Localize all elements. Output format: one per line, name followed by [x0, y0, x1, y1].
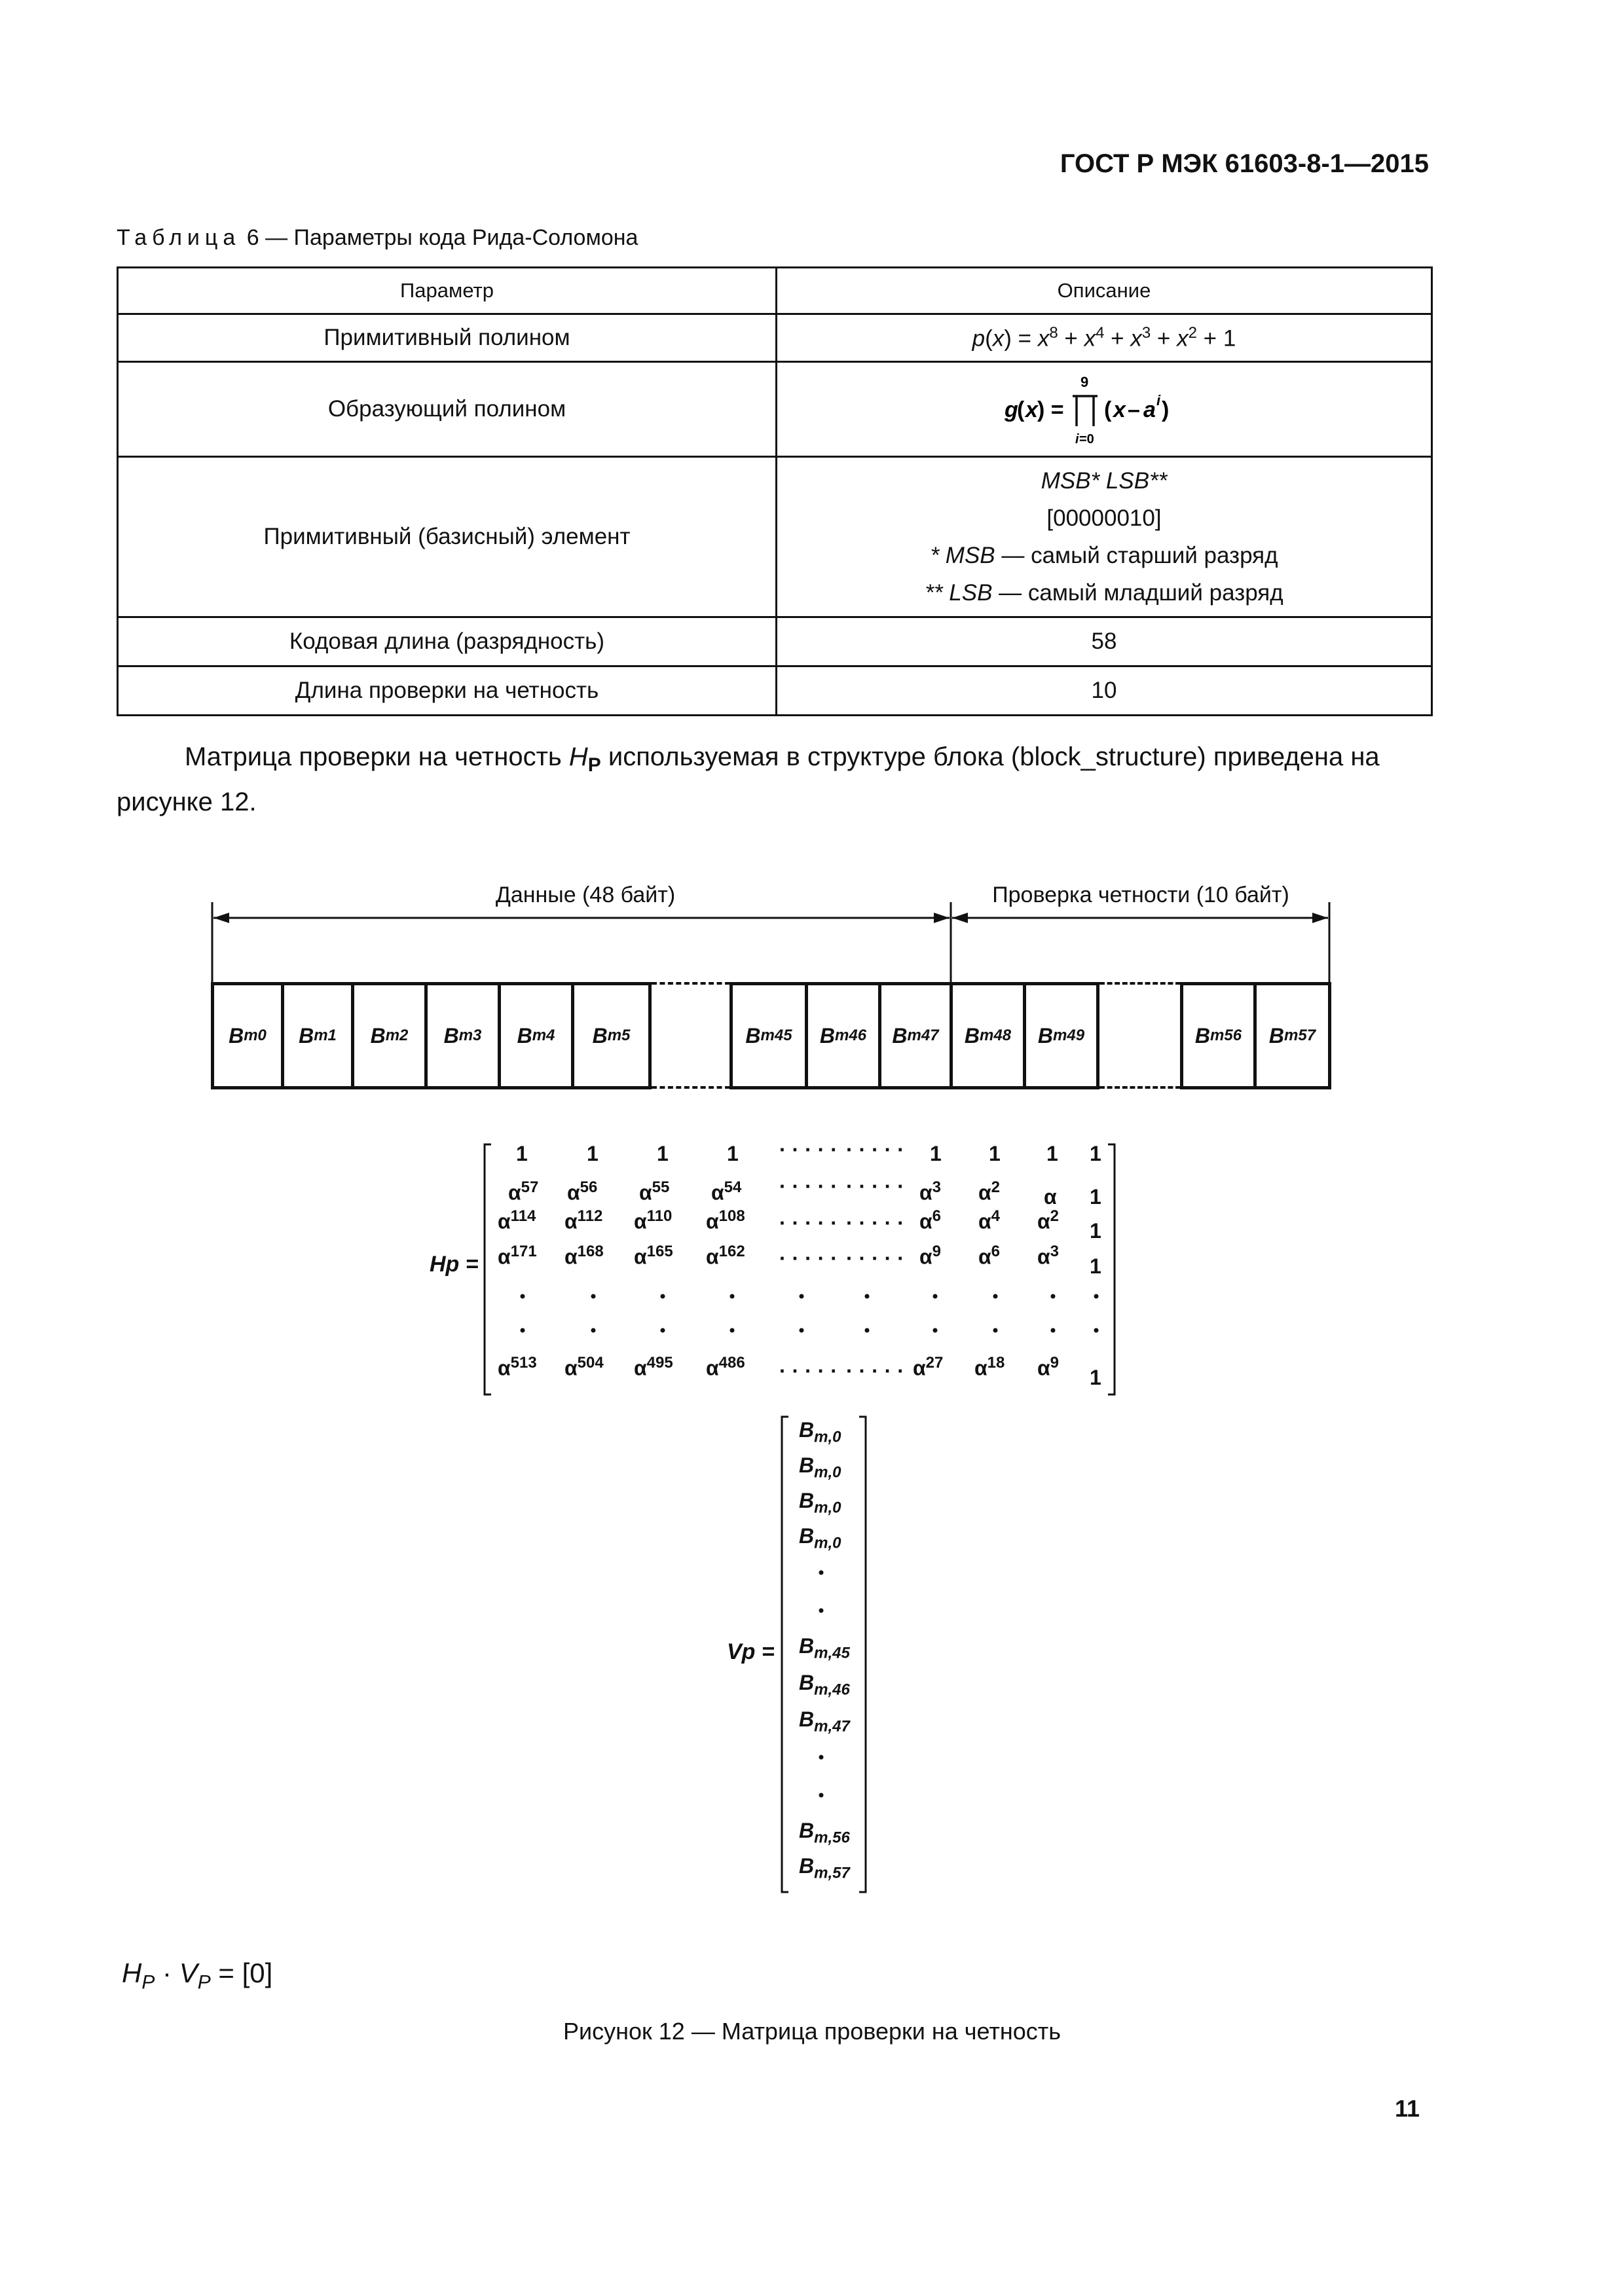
block-cell: B m1 — [281, 982, 354, 1089]
table-caption-label: Таблица — [117, 225, 241, 250]
vector-dots — [815, 1565, 828, 1624]
matrix-entry: $\alpha^{54}$ — [711, 1178, 742, 1205]
param-cell: Примитивный (базисный) элемент — [118, 457, 777, 617]
vector-entry: $B_{m,46}$ — [799, 1671, 850, 1699]
msb-lsb-line: MSB* LSB** — [1041, 468, 1168, 494]
param-cell: Примитивный полином — [118, 314, 777, 362]
matrix-ellipsis: · · · · · — [779, 1247, 838, 1270]
msb-note-key: * MSB — [930, 543, 995, 568]
block-cell: B m48 — [950, 982, 1026, 1089]
lsb-note: — самый младший разряд — [992, 580, 1283, 606]
matrix-entry: $\alpha^{171}$ — [498, 1243, 537, 1269]
vector-entry: $B_{m,56}$ — [799, 1819, 850, 1847]
basis-value: [00000010] — [1046, 505, 1162, 531]
matrix-entry: $\alpha^{168}$ — [564, 1243, 604, 1269]
lsb-note-key: ** LSB — [925, 580, 993, 606]
vector-entry: $B_{m,0}$ — [799, 1453, 841, 1482]
matrix-entry: $\alpha^9$ — [1037, 1354, 1060, 1380]
matrix-entry: $\alpha^2$ — [1037, 1207, 1060, 1233]
svg-text:=0: =0 — [1079, 432, 1094, 446]
matrix-entry: $\alpha^{513}$ — [498, 1354, 537, 1380]
vector-entry: $B_{m,0}$ — [799, 1524, 841, 1552]
vector-entry: $B_{m,0}$ — [799, 1489, 841, 1517]
matrix-entry: 1 — [989, 1142, 1001, 1165]
svg-text:–: – — [1128, 397, 1140, 422]
block-cell: B m0 — [211, 982, 284, 1089]
matrix-entry: $\alpha^6$ — [978, 1243, 1001, 1269]
matrix-entry: 1 — [1090, 1366, 1101, 1389]
para-text-after: используемая в структуре блока (block_structure) приведена на рисунке 12. — [117, 742, 1380, 816]
matrix-entry: $\alpha^{504}$ — [564, 1354, 604, 1380]
matrix-entry: $\alpha^{18}$ — [974, 1354, 1005, 1380]
matrix-entry: $\alpha^{112}$ — [564, 1207, 603, 1233]
svg-text:x: x — [1113, 397, 1126, 422]
matrix-entry: $\alpha^{110}$ — [634, 1207, 673, 1233]
block-cell: B m49 — [1023, 982, 1099, 1089]
block-cell: B m45 — [729, 982, 808, 1089]
block-cell: B m57 — [1253, 982, 1331, 1089]
primitive-polynomial-formula: $p(x) = x^8 + x^4 + x^3 + x^2 + 1$ — [777, 314, 1432, 362]
parity-bytes-label: Проверка четности (10 байт) — [992, 883, 1289, 907]
svg-text:9: 9 — [1080, 374, 1089, 390]
matrix-entry: $\alpha^{486}$ — [706, 1354, 745, 1380]
gap-dash-bottom — [1099, 1086, 1181, 1089]
matrix-ellipsis: · · · · · — [779, 1359, 838, 1383]
svg-text:(: ( — [1104, 397, 1112, 422]
page-number: 11 — [1395, 2095, 1420, 2122]
matrix-entry: 1 — [1046, 1142, 1058, 1165]
matrix-entry: $\alpha^2$ — [978, 1178, 1001, 1205]
param-cell: Образующий полином — [118, 362, 777, 457]
matrix-ellipsis: · · · · · — [779, 1175, 838, 1198]
block-cell: B m2 — [351, 982, 428, 1089]
dimension-lines — [0, 0, 1624, 1113]
table-caption-text: 6 — Параметры кода Рида-Соломона — [240, 225, 638, 250]
block-cell: B m47 — [878, 982, 953, 1089]
svg-text:x: x — [1025, 397, 1038, 422]
svg-text:g: g — [1005, 397, 1018, 422]
matrix-ellipsis: · · · · · — [779, 1138, 838, 1161]
vector-entry: $B_{m,57}$ — [799, 1854, 850, 1882]
matrix-dots — [485, 1283, 1113, 1342]
matrix-ellipsis: · · · · · — [846, 1138, 904, 1161]
matrix-entry: α — [1044, 1185, 1057, 1209]
matrix-ellipsis: · · · · · — [846, 1359, 904, 1383]
matrix-entry: $\alpha^9$ — [919, 1243, 942, 1269]
svg-text:(: ( — [1017, 397, 1025, 422]
matrix-entry: 1 — [1090, 1185, 1101, 1209]
matrix-entry: $\alpha^{162}$ — [706, 1243, 745, 1269]
matrix-entry: $\alpha^3$ — [1037, 1243, 1060, 1269]
matrix-entry: 1 — [1090, 1219, 1101, 1243]
matrix-entry: 1 — [1090, 1142, 1101, 1165]
value-cell: 58 — [777, 617, 1432, 666]
matrix-entry: $\alpha^{165}$ — [634, 1243, 673, 1269]
vector-entry: $B_{m,0}$ — [799, 1418, 841, 1446]
matrix-entry: $\alpha^3$ — [919, 1178, 942, 1205]
hp-var: H — [568, 742, 588, 771]
msb-note: — самый старший разряд — [995, 543, 1278, 568]
matrix-entry: $\alpha^4$ — [978, 1207, 1001, 1233]
block-cell: B m4 — [498, 982, 574, 1089]
matrix-entry: 1 — [727, 1142, 739, 1165]
para-text-before: Матрица проверки на четность — [185, 742, 569, 771]
matrix-entry: $\alpha^{55}$ — [639, 1178, 670, 1205]
header-desc: Описание — [777, 268, 1432, 314]
figure-caption: Рисунок 12 — Матрица проверки на четность — [563, 2018, 1061, 2045]
matrix-entry: $\alpha^{108}$ — [706, 1207, 745, 1233]
gap-dash-top — [1099, 982, 1181, 985]
hp-var-sub: P — [587, 754, 601, 776]
matrix-ellipsis: · · · · · — [779, 1211, 838, 1235]
vector-entry: $B_{m,47}$ — [799, 1707, 850, 1736]
gap-dash-top — [652, 982, 730, 985]
svg-text:a: a — [1143, 397, 1156, 422]
matrix-entry: $\alpha^{57}$ — [508, 1178, 539, 1205]
matrix-ellipsis: · · · · · — [846, 1211, 904, 1235]
matrix-entry: $\alpha^{56}$ — [567, 1178, 598, 1205]
gap-dash-bottom — [652, 1086, 730, 1089]
vp-label: Vp = — [727, 1639, 775, 1664]
final-equation: $H_P \cdot V_P = [0]$ — [122, 1958, 273, 1994]
param-cell: Длина проверки на четность — [118, 666, 777, 716]
block-cell: B m3 — [424, 982, 501, 1089]
svg-text:i: i — [1156, 392, 1161, 409]
matrix-entry: 1 — [587, 1142, 599, 1165]
matrix-ellipsis: · · · · · — [846, 1175, 904, 1198]
value-cell: 10 — [777, 666, 1432, 716]
matrix-entry: 1 — [657, 1142, 669, 1165]
matrix-entry: $\alpha^{495}$ — [634, 1354, 673, 1380]
matrix-entry: $\alpha^6$ — [919, 1207, 942, 1233]
vector-entry: $B_{m,45}$ — [799, 1634, 850, 1662]
hp-label: Hp = — [430, 1252, 479, 1277]
block-cell: B m56 — [1180, 982, 1257, 1089]
data-bytes-label: Данные (48 байт) — [495, 883, 676, 907]
standard-header: ГОСТ Р МЭК 61603-8-1—2015 — [1060, 149, 1429, 178]
svg-text:): ) — [1162, 397, 1170, 422]
svg-text:i: i — [1075, 432, 1079, 446]
matrix-ellipsis: · · · · · — [846, 1247, 904, 1270]
header-param: Параметр — [118, 268, 777, 314]
vector-dots — [815, 1749, 828, 1808]
matrix-entry: $\alpha^{27}$ — [913, 1354, 944, 1380]
block-cell: B m5 — [571, 982, 652, 1089]
matrix-entry: 1 — [930, 1142, 942, 1165]
param-cell: Кодовая длина (разрядность) — [118, 617, 777, 666]
block-cell: B m46 — [805, 982, 881, 1089]
matrix-entry: 1 — [1090, 1254, 1101, 1278]
svg-text:) =: ) = — [1037, 397, 1064, 422]
matrix-entry: $\alpha^{114}$ — [498, 1207, 536, 1233]
matrix-entry: 1 — [516, 1142, 528, 1165]
